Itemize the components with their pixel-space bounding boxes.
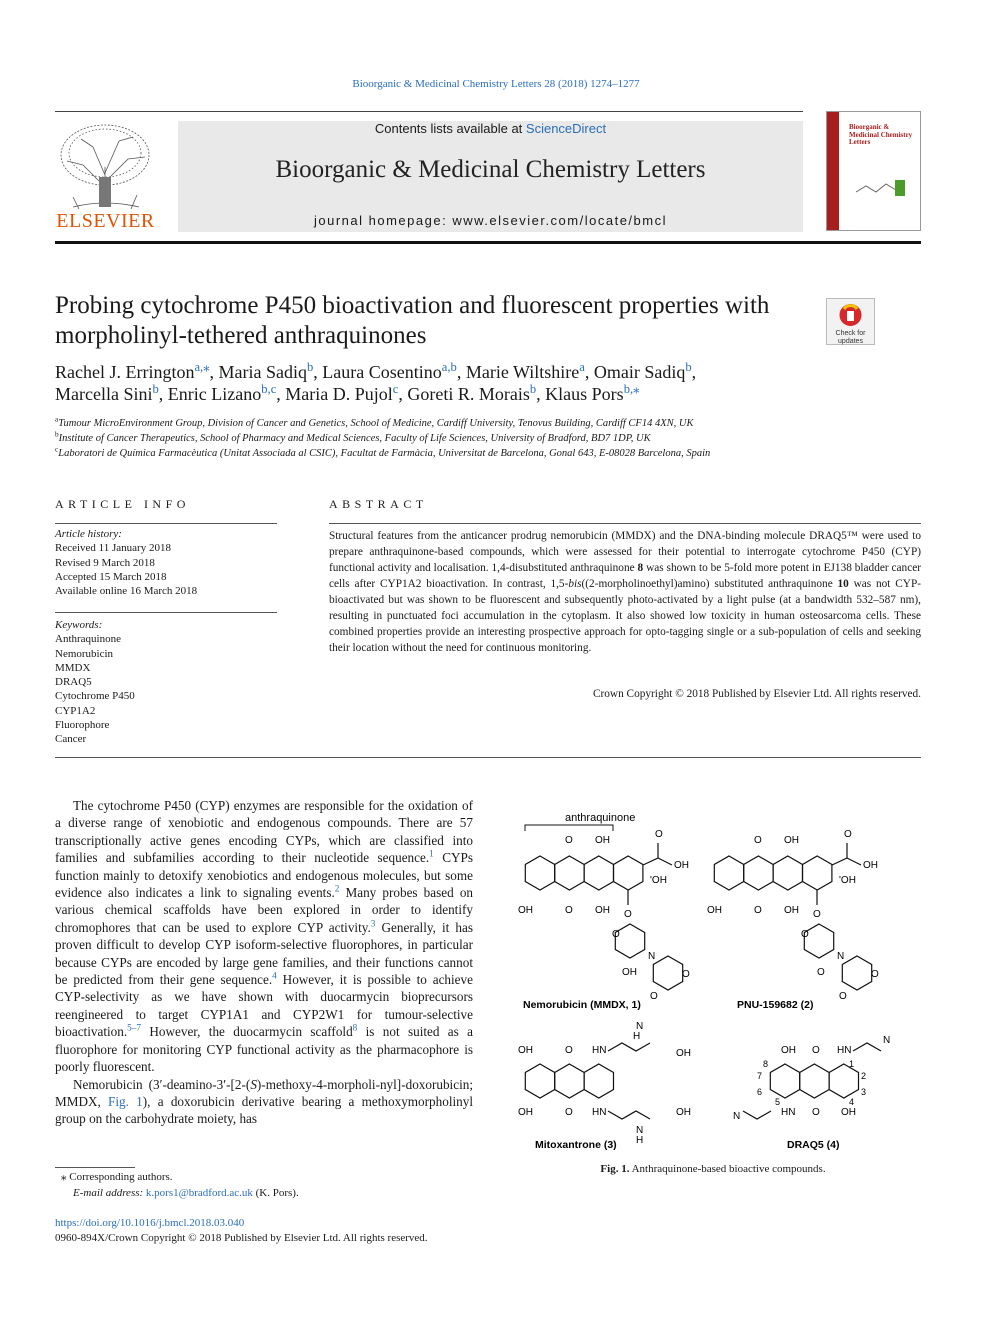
journal-title: Bioorganic & Medicinal Chemistry Letters bbox=[275, 156, 706, 183]
crossmark-label: Check for updates bbox=[835, 330, 866, 345]
compound-4-label: DRAQ5 (4) bbox=[787, 1139, 840, 1151]
check-for-updates-badge[interactable] bbox=[826, 298, 875, 345]
citation-ref[interactable]: 2 bbox=[334, 883, 340, 894]
svg-text:OH: OH bbox=[784, 835, 799, 846]
svg-text:N: N bbox=[837, 951, 845, 962]
header-rule-top bbox=[55, 111, 803, 112]
figure-caption: Fig. 1. Anthraquinone-based bioactive compounds. bbox=[600, 1163, 826, 1175]
svg-text:O: O bbox=[817, 967, 825, 978]
author-affiliation-ref[interactable]: b,c bbox=[261, 382, 277, 396]
author-name: Omair Sadiq bbox=[593, 362, 686, 382]
keywords-rule bbox=[55, 612, 277, 613]
svg-text:OH: OH bbox=[518, 905, 533, 916]
svg-text:H: H bbox=[636, 1135, 644, 1146]
svg-text:O: O bbox=[801, 929, 809, 940]
svg-text:O: O bbox=[812, 1107, 820, 1118]
svg-text:O: O bbox=[612, 929, 620, 940]
svg-text:N: N bbox=[648, 951, 656, 962]
svg-text:OH: OH bbox=[674, 860, 689, 871]
citation-ref[interactable]: 5–7 bbox=[127, 1022, 142, 1033]
article-info-rule bbox=[55, 523, 277, 524]
abstract-rule bbox=[329, 523, 921, 524]
author-name: Goreti R. Morais bbox=[407, 384, 530, 404]
svg-text:O: O bbox=[682, 969, 690, 980]
author-name: Rachel J. Errington bbox=[55, 362, 195, 382]
compound-2-label: PNU-159682 (2) bbox=[737, 999, 814, 1011]
svg-text:OH: OH bbox=[518, 1107, 533, 1118]
contents-prefix: Contents lists available at bbox=[374, 121, 526, 136]
author-affiliation-ref[interactable]: b,⁎ bbox=[623, 382, 640, 396]
keyword: MMDX bbox=[55, 661, 91, 674]
svg-text:HN: HN bbox=[837, 1045, 852, 1056]
author-name: Laura Cosentino bbox=[322, 362, 442, 382]
author-name: Maria Sadiq bbox=[218, 362, 307, 382]
svg-text:H: H bbox=[633, 1031, 641, 1042]
author-affiliation-ref[interactable]: a,⁎ bbox=[194, 360, 210, 374]
svg-text:8: 8 bbox=[763, 1059, 769, 1069]
keyword: Fluorophore bbox=[55, 719, 110, 732]
citation-ref[interactable]: 3 bbox=[370, 918, 376, 929]
keywords-list bbox=[55, 618, 277, 747]
body-paragraph: The cytochrome P450 (CYP) enzymes are responsible for the oxidation of a diverse range of xenobiotic and endogenous compounds. There are 57 transcriptionally active genes encoding CYPs, which are classified into families and subfamilies according to their nucleotide sequence.$^1$ CYPs function mainly to detoxify xenobiotics and endogenous molecules, but some evidence also indicates a link to signaling events.$^2$ Many probes based on various chemical scaffolds have been explored in order to identify chromophores that can be used to explore CYP activity.$^3$ Generally, it has proven difficult to develop CYP isoform-selective fluorophores, in particular because CYPs are encoded by large gene families, and their functions cannot be predicted from their gene sequence.$^4$ However, it is possible to achieve CYP-selectivity as we have shown with duocarmycin bioprecursors reengineered to target CYP1A1 and CYP2W1 for tumour-selective bioactivation.$^{5-7}$ However, the duocarmycin scaffold$^8$ is not suited as a fluorophore for monitoring CYP functional activity as the pharmacophore is poorly fluorescent. bbox=[55, 798, 474, 1075]
author-affiliation-ref[interactable]: c bbox=[392, 382, 399, 396]
svg-text:O: O bbox=[754, 905, 762, 916]
crossmark-icon bbox=[827, 299, 874, 329]
compound-3-label: Mitoxantrone (3) bbox=[535, 1139, 617, 1151]
author-affiliation-ref[interactable]: a,b bbox=[441, 360, 457, 374]
svg-text:OH: OH bbox=[784, 905, 799, 916]
elsevier-wordmark: ELSEVIER bbox=[56, 210, 155, 232]
svg-text:OH: OH bbox=[595, 905, 610, 916]
footnote-rule bbox=[55, 1167, 135, 1168]
svg-text:O: O bbox=[624, 909, 632, 920]
history-item: Received 11 January 2018 bbox=[55, 542, 171, 555]
svg-text:OH: OH bbox=[841, 1107, 856, 1118]
svg-text:O: O bbox=[754, 835, 762, 846]
author-name: Marie Wiltshire bbox=[465, 362, 580, 382]
cover-band bbox=[827, 112, 839, 230]
affiliation-item: $^b$Institute of Cancer Therapeutics, School of Pharmacy and Medical Sciences, Faculty of Life Sciences, University of Bradford, BD7 1DP, UK bbox=[55, 429, 651, 444]
cover-title: Bioorganic & Medicinal Chemistry Letters bbox=[849, 123, 913, 147]
anthraquinone-bracket bbox=[525, 825, 613, 831]
affiliation-item: $^a$Tumour MicroEnvironment Group, Division of Cancer and Genetics, School of Medicine, Cardiff University, Tenovus Building, Cardiff CF14 4XN, UK bbox=[55, 414, 694, 429]
svg-text:O: O bbox=[655, 829, 663, 840]
figure-link[interactable]: Fig. 1 bbox=[108, 1093, 143, 1109]
journal-cover-thumbnail[interactable] bbox=[826, 111, 921, 231]
svg-text:OH: OH bbox=[622, 967, 637, 978]
svg-text:OH: OH bbox=[676, 1107, 691, 1118]
article-title: Probing cytochrome P450 bioactivation and fluorescent properties with morpholinyl-tethered anthraquinones bbox=[55, 292, 770, 349]
header-rule-bottom bbox=[55, 241, 921, 244]
svg-text:O: O bbox=[565, 1045, 573, 1056]
footnotes bbox=[55, 1170, 473, 1201]
svg-text:O: O bbox=[812, 1045, 820, 1056]
svg-text:N: N bbox=[636, 1021, 644, 1032]
svg-text:'OH: 'OH bbox=[650, 875, 667, 886]
author-name: Enric Lizano bbox=[167, 384, 262, 404]
history-item: Revised 9 March 2018 bbox=[55, 556, 155, 569]
svg-text:HN: HN bbox=[592, 1107, 607, 1118]
abstract-copyright: Crown Copyright © 2018 Published by Elsevier Ltd. All rights reserved. bbox=[592, 688, 921, 700]
svg-text:2: 2 bbox=[861, 1071, 867, 1081]
abstract-text: Structural features from the anticancer prodrug nemorubicin (MMDX) and the DNA-binding molecule DRAQ5™ were used to prepare anthraquinone-based compounds, which were assessed for their potential to interrogate cytochrome P450 (CYP) functional activity and localisation. 1,4-disubstituted anthraquinone 8 was shown to be 5-fold more potent in EJ138 bladder cancer cells after CYP1A2 bioactivation. In contrast, 1,5-bis((2-morpholinoethyl)amino) substituted anthraquinone 10 was not CYP-bioactivated but was shown to be fluorescent and subsequently photo-activated by a light pulse (at a bandwidth 532–587 nm), resulting in punctuated foci accumulation in the cytoplasm. It also showed low toxicity in human osteosarcoma cells. These combined properties provide an interesting prospective approach for opto-tagging single or a sub-population of cells and seeking their location without the need for continuous monitoring. bbox=[329, 530, 921, 654]
svg-text:HN: HN bbox=[592, 1045, 607, 1056]
svg-text:5: 5 bbox=[775, 1097, 781, 1107]
section-rule bbox=[55, 757, 921, 758]
author-affiliation-ref[interactable]: b bbox=[307, 360, 314, 374]
keyword: Cancer bbox=[55, 733, 87, 746]
author-name: Klaus Pors bbox=[545, 384, 624, 404]
svg-text:N: N bbox=[733, 1111, 741, 1122]
affiliation-item: $^c$Laboratori de Química Farmacèutica (Unitat Associada al CSIC), Facultat de Farmàcia, Universitat de Barcelona, Gonal 643, E-08028 Barcelona, Spain bbox=[55, 444, 711, 459]
article-history bbox=[55, 527, 277, 598]
article-info-heading: ARTICLE INFO bbox=[55, 497, 190, 511]
svg-text:6: 6 bbox=[757, 1087, 763, 1097]
compound-1-label: Nemorubicin (MMDX, 1) bbox=[523, 999, 641, 1011]
issn-line: 0960-894X/Crown Copyright © 2018 Published by Elsevier Ltd. All rights reserved. bbox=[55, 1231, 428, 1244]
author-affiliation-ref[interactable]: b bbox=[529, 382, 537, 396]
keyword: Cytochrome P450 bbox=[55, 690, 135, 703]
pnu-159682-structure bbox=[707, 829, 879, 1002]
author-name: Maria D. Pujol bbox=[285, 384, 393, 404]
sciencedirect-link[interactable]: ScienceDirect bbox=[525, 121, 607, 136]
corresponding-note: ⁎ Corresponding authors. bbox=[61, 1171, 173, 1183]
doi-link[interactable]: https://doi.org/10.1016/j.bmcl.2018.03.040 bbox=[55, 1217, 245, 1229]
author-affiliation-ref[interactable]: b bbox=[152, 382, 159, 396]
nemorubicin-structure bbox=[518, 829, 690, 1002]
svg-text:1: 1 bbox=[849, 1059, 855, 1069]
keyword: Nemorubicin bbox=[55, 647, 114, 660]
svg-text:N: N bbox=[636, 1125, 644, 1136]
svg-text:OH: OH bbox=[518, 1045, 533, 1056]
svg-text:O: O bbox=[844, 829, 852, 840]
author-list: Rachel J. Errington$^{a,⁎}$, Maria Sadiq$^b$, Laura Cosentino$^{a,b}$, Marie Wiltshire$^a$, Omair Sadiq$^b$, Marcella Sini$^b$, Enric Lizano$^{b,c}$, Maria D. Pujol$^c$, Goreti R. Morais$^b$, Klaus Pors$^{b,⁎}$ bbox=[55, 360, 697, 404]
keyword: DRAQ5 bbox=[55, 676, 92, 689]
history-item: Available online 16 March 2018 bbox=[55, 585, 198, 598]
draq5-structure bbox=[733, 1035, 890, 1122]
svg-text:O: O bbox=[565, 1107, 573, 1118]
svg-text:7: 7 bbox=[757, 1071, 763, 1081]
svg-text:4: 4 bbox=[849, 1097, 855, 1107]
svg-text:O: O bbox=[871, 969, 879, 980]
svg-text:N: N bbox=[883, 1035, 891, 1046]
body-column-left bbox=[55, 797, 473, 1128]
mitoxantrone-structure bbox=[518, 1021, 691, 1146]
svg-text:O: O bbox=[650, 991, 658, 1002]
homepage-prefix: journal homepage: bbox=[314, 213, 453, 228]
doi-block bbox=[55, 1216, 473, 1245]
author-affiliation-ref[interactable]: b bbox=[685, 360, 692, 374]
svg-text:OH: OH bbox=[781, 1045, 796, 1056]
svg-text:3: 3 bbox=[861, 1087, 867, 1097]
citation-ref[interactable]: 1 bbox=[429, 848, 434, 859]
citation-ref[interactable]: 8 bbox=[352, 1022, 358, 1033]
keyword: CYP1A2 bbox=[55, 704, 96, 717]
svg-text:O: O bbox=[813, 909, 821, 920]
abstract-heading: ABSTRACT bbox=[329, 497, 428, 511]
svg-text:OH: OH bbox=[863, 860, 878, 871]
homepage-link[interactable]: www.elsevier.com/locate/bmcl bbox=[452, 213, 667, 228]
keywords-label: Keywords: bbox=[55, 619, 103, 631]
history-item: Accepted 15 March 2018 bbox=[55, 570, 167, 583]
body-paragraph: Nemorubicin (3′-deamino-3′-[2-(S)-methoxy-4-morpholi-nyl]-doxorubicin; MMDX, Fig. 1), a doxorubicin derivative bearing a methoxymorpholinyl group on the carbohydrate moiety, has bbox=[55, 1076, 474, 1127]
svg-text:HN: HN bbox=[781, 1107, 796, 1118]
svg-text:'OH: 'OH bbox=[839, 875, 856, 886]
email-link[interactable]: k.pors1@bradford.ac.uk bbox=[145, 1186, 253, 1199]
svg-text:O: O bbox=[565, 835, 573, 846]
journal-citation[interactable]: Bioorganic & Medicinal Chemistry Letters 28 (2018) 1274–1277 bbox=[352, 78, 640, 90]
email-note: E-mail address: k.pors1@bradford.ac.uk (K. Pors). bbox=[73, 1186, 299, 1199]
bracket-label: anthraquinone bbox=[565, 812, 636, 824]
keyword: Anthraquinone bbox=[55, 633, 121, 646]
svg-text:O: O bbox=[839, 991, 847, 1002]
figure-1-structures bbox=[505, 803, 921, 1153]
svg-text:OH: OH bbox=[676, 1048, 691, 1059]
citation-ref[interactable]: 4 bbox=[272, 970, 277, 981]
author-affiliation-ref[interactable]: a bbox=[579, 360, 585, 374]
affiliations bbox=[55, 416, 921, 461]
history-label: Article history: bbox=[55, 528, 122, 540]
svg-text:OH: OH bbox=[707, 905, 722, 916]
contents-line bbox=[178, 121, 803, 136]
journal-homepage bbox=[178, 213, 803, 228]
svg-text:OH: OH bbox=[595, 835, 610, 846]
author-name: Marcella Sini bbox=[55, 384, 153, 404]
svg-text:O: O bbox=[565, 905, 573, 916]
cover-art-icon bbox=[851, 172, 911, 202]
